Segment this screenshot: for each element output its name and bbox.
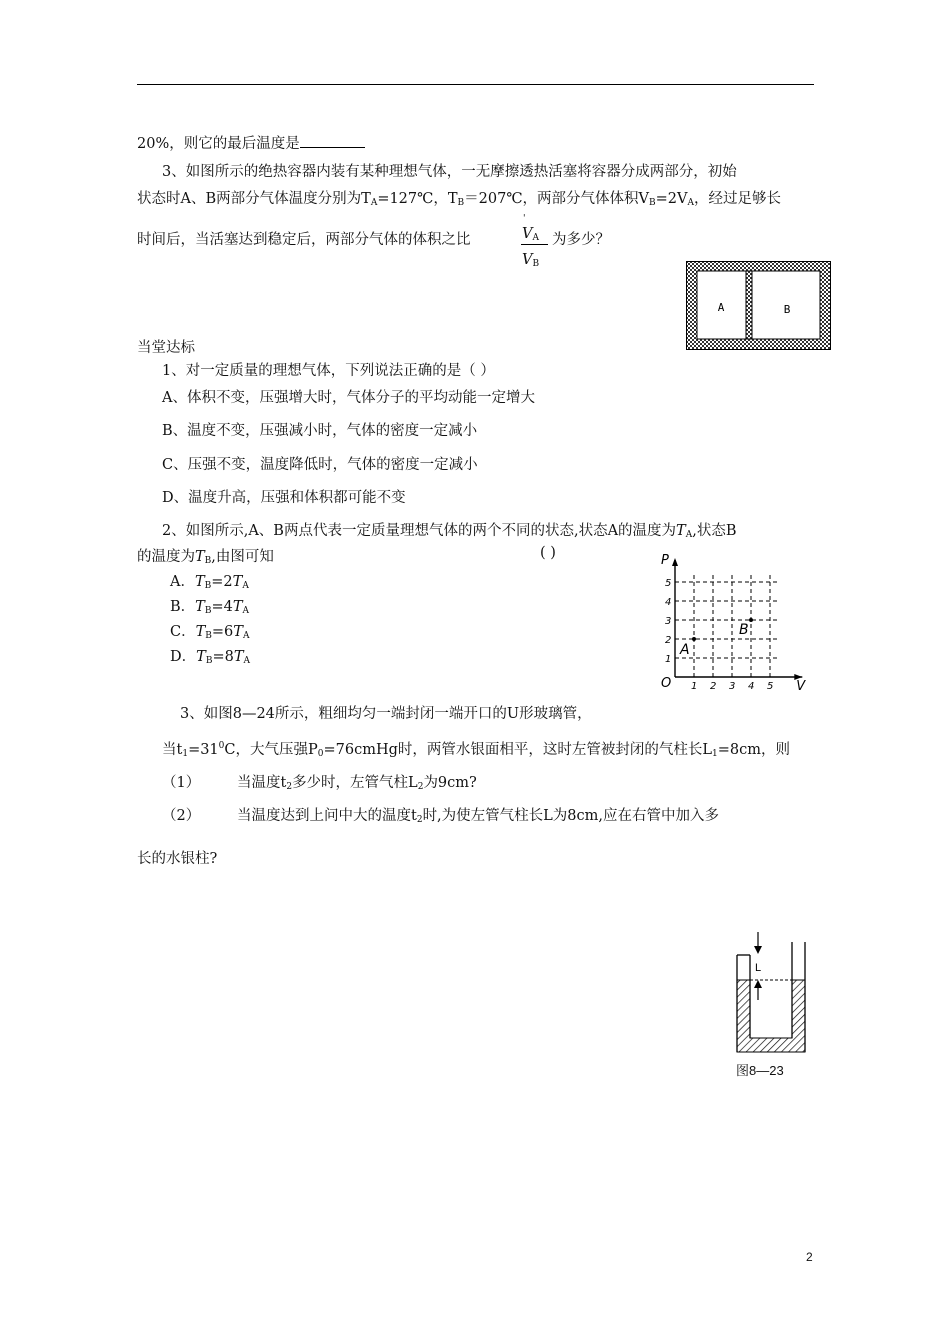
q3-line3-end: 为多少？	[552, 232, 610, 248]
frac-num-sub: A	[532, 233, 539, 243]
point-b	[749, 618, 753, 622]
u-tube-label-l: L	[755, 962, 762, 974]
opt-sub: A	[242, 631, 250, 641]
origin-label: O	[661, 676, 672, 691]
p3-t: 当t	[162, 742, 183, 758]
p2-option-d	[170, 645, 250, 666]
v-axis-label: V	[796, 679, 806, 694]
tick-label-y: 4	[665, 597, 672, 608]
opt-rhs: T	[233, 624, 243, 640]
p3-t: 时,为使左管气柱长L为8cm,应在右管中加入多	[422, 808, 720, 824]
q3-sub: A	[370, 198, 378, 208]
opt-lhs: T	[195, 599, 205, 615]
insulated-container-figure	[686, 261, 832, 351]
tick-label-y: 3	[665, 616, 672, 627]
page-number: 2	[806, 1250, 813, 1264]
tick-label-x: 5	[767, 681, 774, 692]
tick-label-y: 1	[665, 654, 672, 665]
p2-l2-text: 的温度为	[137, 549, 195, 565]
p2-sub: A	[685, 530, 693, 540]
p3-sub2	[237, 804, 719, 825]
q3-sub: B	[649, 198, 656, 208]
p3-t: 多少时，左管气柱L	[292, 775, 418, 791]
p3-t: 为9cm?	[423, 775, 477, 791]
opt-label: B．	[170, 599, 196, 615]
opt-label: C．	[170, 624, 196, 640]
tick-label-y: 2	[665, 635, 672, 646]
opt-sub: B	[204, 581, 212, 591]
pv-diagram	[655, 548, 810, 698]
u-tube-caption: 图8—23	[736, 1063, 784, 1078]
opt-sub: B	[205, 656, 213, 666]
p3-sub: 2	[417, 782, 424, 792]
frac-den-sub: B	[532, 259, 540, 269]
header-rule	[137, 84, 814, 85]
tick-label-x: 1	[691, 681, 698, 692]
p3-t: =8cm，则	[717, 742, 791, 758]
p3-sub: 2	[416, 815, 423, 825]
p3-t: =31	[188, 742, 219, 758]
prev-question-tail	[137, 132, 365, 153]
p2-var-t: T	[676, 523, 686, 539]
p2-option-b	[170, 595, 249, 616]
tick-label-x: 4	[748, 681, 755, 692]
p2-answer-paren: ( )	[540, 545, 556, 561]
answer-blank	[300, 133, 365, 148]
p3-sub: 2	[286, 782, 293, 792]
opt-eq: =6	[211, 624, 234, 640]
p1-option-b: B、温度不变，压强减小时，气体的密度一定减小	[162, 423, 478, 439]
p2-l1-text: 2、如图所示,A、B两点代表一定质量理想气体的两个不同的状态,状态A的温度为	[162, 523, 677, 539]
q3-l2-c: ＝207℃，两部分气体体积V	[464, 191, 650, 207]
p2-l2-end: ,由图可知	[211, 549, 274, 565]
p-axis-label: P	[661, 553, 669, 568]
p3-t: 当温度t	[237, 775, 287, 791]
p2-option-c	[170, 620, 249, 641]
p3-t: C，大气压强P	[224, 742, 318, 758]
opt-sub: B	[204, 606, 212, 616]
chamber-b-label: B	[783, 303, 791, 316]
p1-option-a: A、体积不变，压强增大时，气体分子的平均动能一定增大	[162, 390, 535, 406]
q3-l2-a: 状态时A、B两部分气体温度分别为T	[137, 191, 371, 207]
p3-sub1-num: （1）	[162, 775, 201, 791]
opt-sub: A	[243, 656, 250, 666]
piston	[746, 271, 752, 339]
q3-l2-d: =2V	[655, 191, 688, 207]
q3-line3	[137, 228, 471, 249]
opt-lhs: T	[194, 574, 205, 590]
p1-option-c: C、压强不变，温度降低时，气体的密度一定减小	[162, 457, 478, 473]
section-title: 当堂达标	[137, 340, 195, 356]
opt-rhs: T	[232, 574, 243, 590]
p-axis-arrow	[672, 558, 678, 566]
q3-l2-b: =127℃，T	[377, 191, 458, 207]
opt-eq: =8	[212, 649, 234, 665]
p1-option-d: D、温度升高，压强和体积都可能不变	[162, 490, 406, 506]
opt-label: D．	[170, 649, 197, 665]
tick-label-x: 3	[729, 681, 736, 692]
q3-l2-e: ，经过足够长	[694, 191, 782, 207]
p3-t: 当温度达到上问中大的温度t	[237, 808, 417, 824]
q3-sub: B	[457, 198, 465, 208]
opt-sub: A	[242, 606, 249, 616]
p2-option-a	[170, 570, 249, 591]
p3-sub: 1	[712, 749, 718, 759]
u-tube-figure	[728, 928, 813, 1056]
p2-l1-end: ,状态B	[692, 523, 737, 539]
p3-t: =76cmHg时，两管水银面相平，这时左管被封闭的气柱长L	[323, 742, 713, 758]
frac-bar	[521, 244, 548, 245]
p3-sup: 0	[218, 741, 225, 751]
point-a	[692, 637, 696, 641]
q3-sub: A	[687, 198, 695, 208]
q3-l3-text: 时间后，当活塞达到稳定后，两部分气体的体积之比	[137, 232, 471, 248]
q3-line2	[137, 187, 781, 208]
opt-lhs: T	[196, 649, 206, 665]
p2-line1	[162, 519, 736, 540]
point-a-label: A	[680, 642, 690, 658]
frac-denominator	[522, 252, 539, 269]
prev-tail-text: 20%，则它的最后温度是	[137, 136, 300, 152]
frac-prime-top: '	[523, 214, 526, 224]
chamber-a-label: A	[717, 301, 725, 314]
tick-label-y: 5	[665, 578, 672, 589]
p3-line2	[162, 738, 790, 759]
frac-numerator	[522, 226, 539, 243]
p3-sub2-num: （2）	[162, 808, 201, 824]
opt-sub: A	[242, 581, 249, 591]
p2-line2	[137, 545, 274, 566]
opt-eq: =4	[211, 599, 233, 615]
opt-rhs: T	[232, 599, 243, 615]
opt-rhs: T	[233, 649, 244, 665]
tick-label-x: 2	[710, 681, 717, 692]
opt-sub: B	[205, 631, 212, 641]
p1-stem: 1、对一定质量的理想气体，下列说法正确的是（ ）	[162, 363, 495, 379]
p3-line1: 3、如图8—24所示，粗细均匀一端封闭一端开口的U形玻璃管，	[180, 706, 592, 722]
p2-sub: B	[204, 556, 212, 566]
opt-lhs: T	[195, 624, 206, 640]
opt-eq: =2	[211, 574, 233, 590]
p3-sub: 0	[317, 749, 324, 759]
q3-line1: 3、如图所示的绝热容器内装有某种理想气体，一无摩擦透热活塞将容器分成两部分，初始	[162, 164, 737, 180]
p3-sub: 1	[182, 749, 189, 759]
point-b-label: B	[739, 622, 749, 638]
frac-num-v: V	[522, 226, 533, 242]
p2-var-t: T	[195, 549, 205, 565]
opt-label: A．	[170, 574, 195, 590]
p3-sub2-line2: 长的水银柱?	[137, 851, 218, 867]
frac-den-v: V	[522, 252, 533, 268]
p3-sub1	[237, 771, 477, 792]
